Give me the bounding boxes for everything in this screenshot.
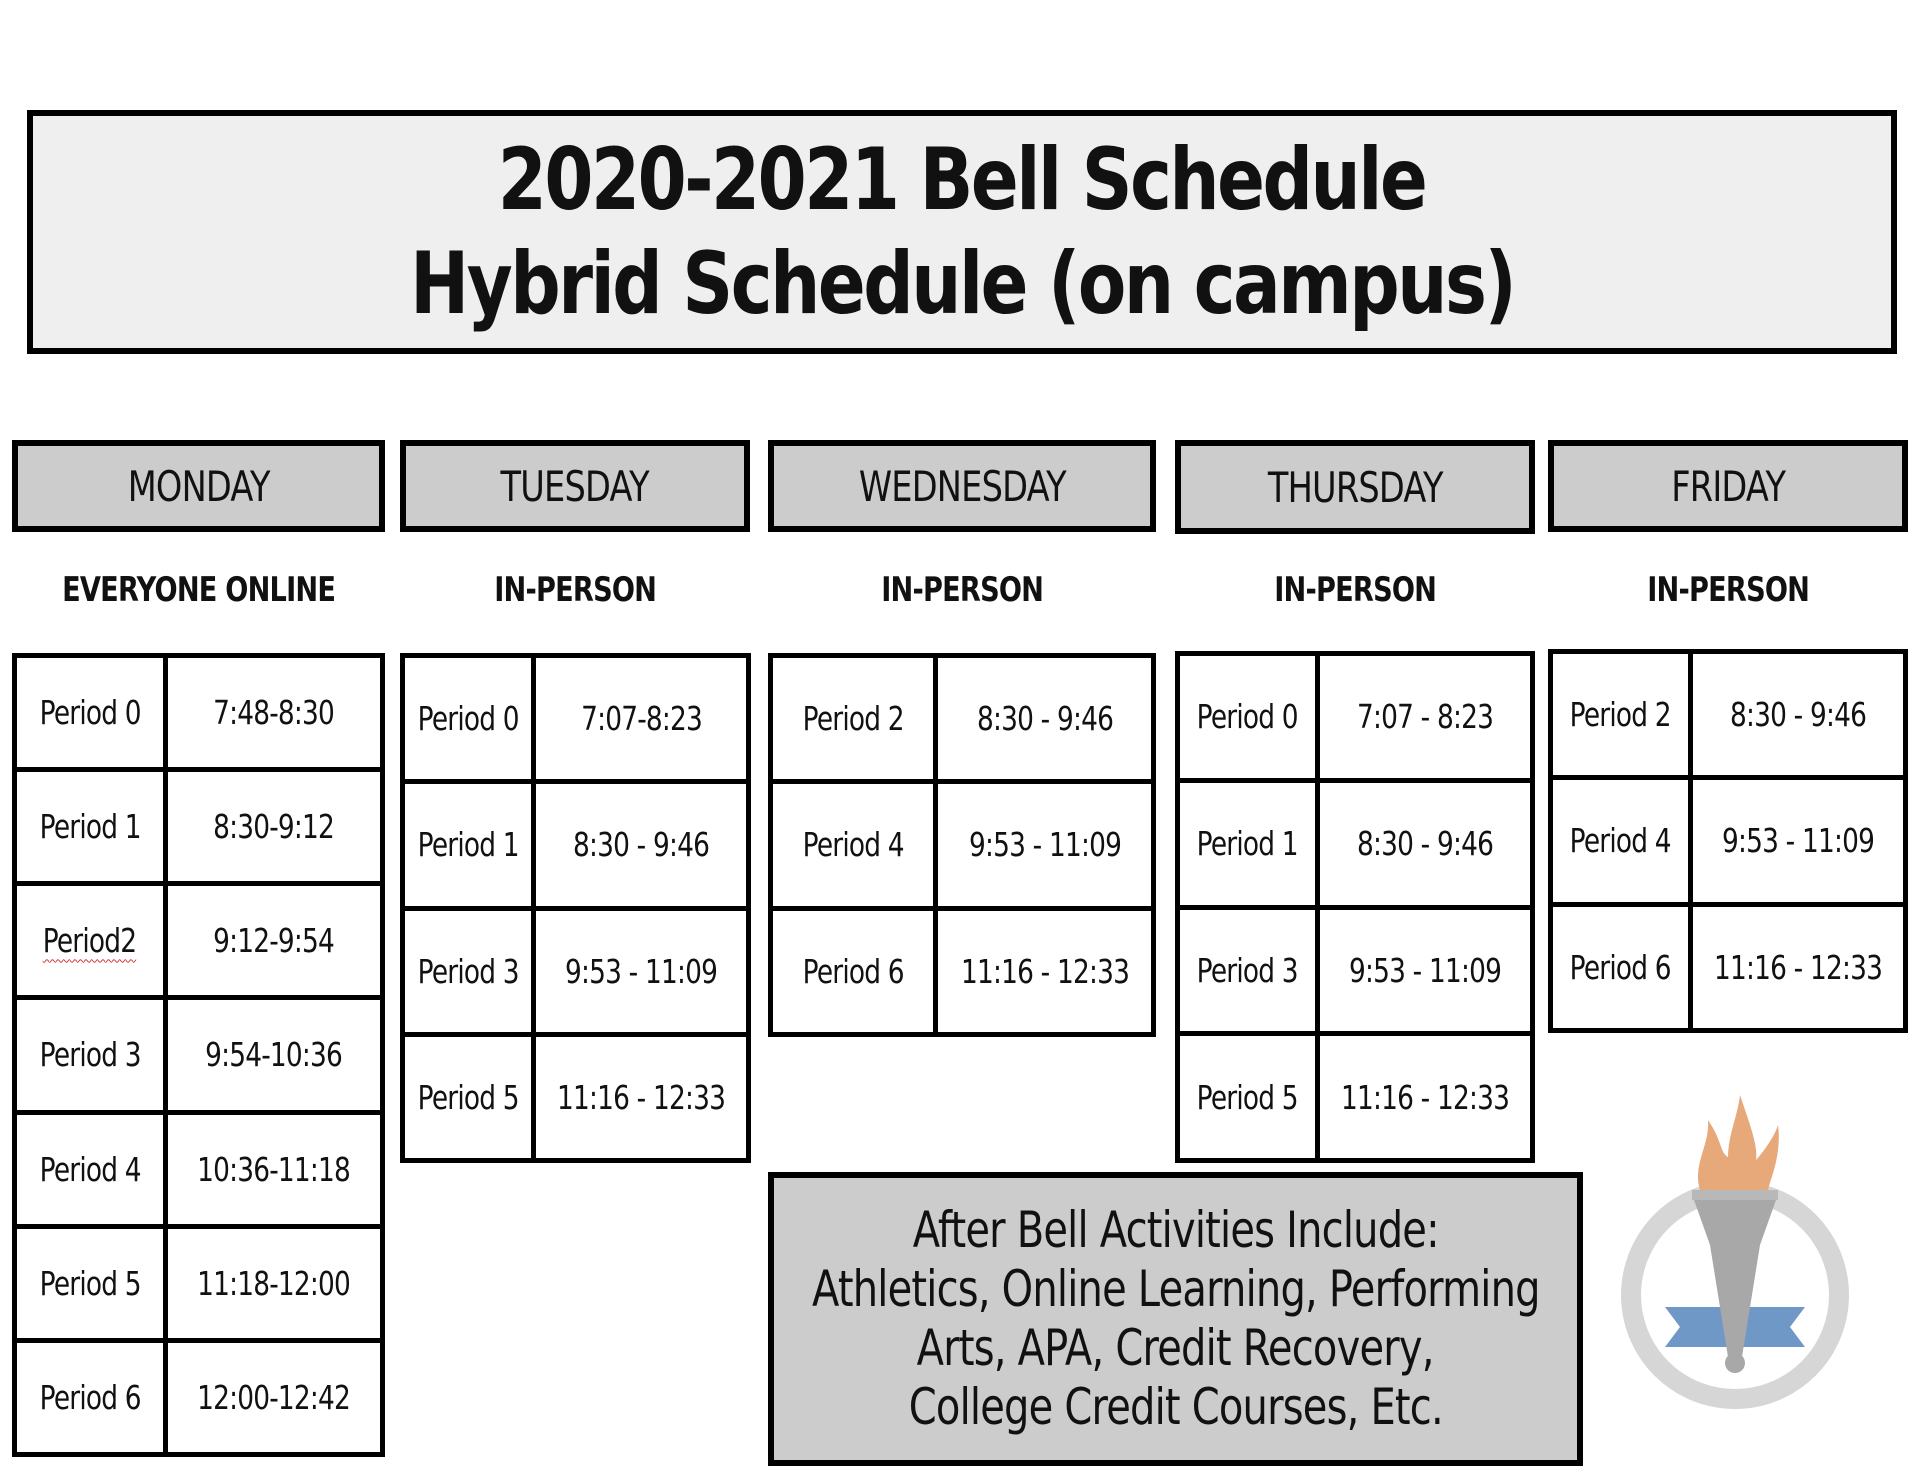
period-cell: Period 0 <box>1178 654 1318 781</box>
schedule-table-wednesday <box>768 653 1156 1037</box>
table-row <box>15 1226 383 1340</box>
table-row <box>1178 1034 1533 1161</box>
after-bell-line: After Bell Activities Include: <box>912 1201 1439 1259</box>
after-bell-line: Arts, APA, Credit Recovery, <box>916 1319 1435 1377</box>
time-cell: 8:30 - 9:46 <box>936 656 1154 782</box>
table-row <box>15 884 383 998</box>
table-row <box>15 1340 383 1454</box>
mode-label-friday: IN-PERSON <box>1647 570 1809 610</box>
time-cell: 8:30 - 9:46 <box>534 782 749 908</box>
time-cell: 9:53 - 11:09 <box>534 908 749 1034</box>
period-cell: Period 6 <box>1551 904 1691 1030</box>
torch-icon <box>1610 1095 1860 1415</box>
table-row <box>1178 780 1533 907</box>
time-cell: 11:16 - 12:33 <box>1690 904 1905 1030</box>
table-row <box>1551 904 1906 1030</box>
time-cell: 9:53 - 11:09 <box>1690 778 1905 904</box>
table-row <box>771 656 1154 782</box>
period-cell: Period 2 <box>1551 652 1691 778</box>
table-row <box>15 656 383 770</box>
day-header-wednesday: WEDNESDAY <box>768 440 1156 532</box>
time-cell: 8:30-9:12 <box>165 770 382 884</box>
period-cell: Period 4 <box>15 1112 166 1226</box>
table-row <box>15 770 383 884</box>
table-row <box>1551 652 1906 778</box>
schedule-table-monday <box>12 653 385 1457</box>
table-row <box>1178 654 1533 781</box>
time-cell: 11:18-12:00 <box>165 1226 382 1340</box>
period-cell: Period 3 <box>403 908 534 1034</box>
mode-label-thursday: IN-PERSON <box>1274 570 1436 610</box>
time-cell: 9:54-10:36 <box>165 998 382 1112</box>
period-cell: Period 6 <box>771 908 936 1034</box>
time-cell: 9:12-9:54 <box>165 884 382 998</box>
mode-label-monday: EVERYONE ONLINE <box>61 570 336 610</box>
period-cell: Period 1 <box>1178 780 1318 907</box>
day-header-thursday: THURSDAY <box>1175 440 1535 534</box>
time-cell: 8:30 - 9:46 <box>1690 652 1905 778</box>
period-cell: Period 4 <box>771 782 936 908</box>
day-header-tuesday: TUESDAY <box>400 440 750 532</box>
time-cell: 8:30 - 9:46 <box>1317 780 1532 907</box>
period-cell: Period 5 <box>15 1226 166 1340</box>
day-header-monday: MONDAY <box>12 440 385 532</box>
period-cell: Period 0 <box>403 656 534 782</box>
period-cell: Period 3 <box>15 998 166 1112</box>
table-row <box>15 1112 383 1226</box>
after-bell-activities-box <box>768 1172 1583 1466</box>
time-cell: 10:36-11:18 <box>165 1112 382 1226</box>
period-cell: Period 3 <box>1178 907 1318 1034</box>
time-cell: 7:48-8:30 <box>165 656 382 770</box>
title-banner <box>27 110 1897 354</box>
period-cell: Period 1 <box>403 782 534 908</box>
after-bell-line: College Credit Courses, Etc. <box>908 1378 1443 1436</box>
time-cell: 7:07 - 8:23 <box>1317 654 1532 781</box>
period-cell: Period 5 <box>1178 1034 1318 1161</box>
schedule-table-thursday <box>1175 651 1535 1163</box>
table-row <box>403 782 749 908</box>
period-cell: Period 2 <box>771 656 936 782</box>
table-row <box>15 998 383 1112</box>
day-header-friday: FRIDAY <box>1548 440 1908 532</box>
time-cell: 11:16 - 12:33 <box>1317 1034 1532 1161</box>
table-row <box>1178 907 1533 1034</box>
schedule-title: 2020-2021 Bell Schedule <box>498 130 1426 230</box>
time-cell: 9:53 - 11:09 <box>1317 907 1532 1034</box>
time-cell: 11:16 - 12:33 <box>534 1034 749 1160</box>
period-cell: Period 5 <box>403 1034 534 1160</box>
schedule-table-friday <box>1548 649 1908 1033</box>
period-cell: Period 4 <box>1551 778 1691 904</box>
table-row <box>771 782 1154 908</box>
period-cell: Period2 <box>15 884 166 998</box>
time-cell: 7:07-8:23 <box>534 656 749 782</box>
mode-label-tuesday: IN-PERSON <box>494 570 656 610</box>
table-row <box>1551 778 1906 904</box>
mode-label-wednesday: IN-PERSON <box>881 570 1043 610</box>
table-row <box>403 1034 749 1160</box>
after-bell-line: Athletics, Online Learning, Performing <box>811 1260 1540 1318</box>
table-row <box>771 908 1154 1034</box>
schedule-table-tuesday <box>400 653 751 1163</box>
period-cell: Period 0 <box>15 656 166 770</box>
table-row <box>403 656 749 782</box>
schedule-subtitle: Hybrid Schedule (on campus) <box>409 234 1515 334</box>
time-cell: 9:53 - 11:09 <box>936 782 1154 908</box>
time-cell: 12:00-12:42 <box>165 1340 382 1454</box>
time-cell: 11:16 - 12:33 <box>936 908 1154 1034</box>
period-cell: Period 6 <box>15 1340 166 1454</box>
period-cell: Period 1 <box>15 770 166 884</box>
table-row <box>403 908 749 1034</box>
